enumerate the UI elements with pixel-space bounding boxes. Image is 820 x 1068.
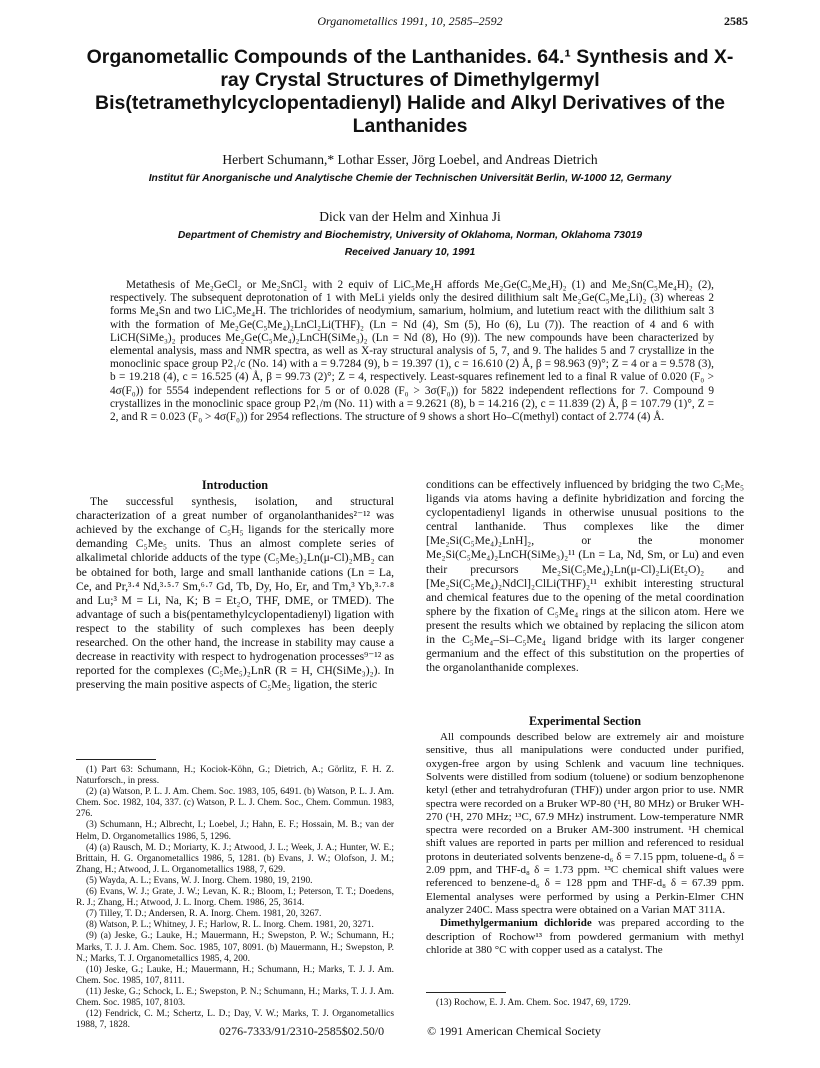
introduction-text: The successful synthesis, isolation, and structural characterization of a great number of organolanthanides²⁻¹² was achieved by the exchange of C₅H₅ ligands for the sterically more demanding C₅Me₅ units. Thus an almost complete series of alkalimetal chloride adducts of the type (C₅Me₅)₂Ln(μ-Cl)₂MB₂ can be obtained for both, large and small lanthanide cations (Ln = La, Ce, and Pr,³·⁴ Nd,³·⁵·⁷ Sm,⁶·⁷ Gd, Tb, Dy, Ho, Er, and Tm,³ Yb,³·⁷·⁸ and Lu;³ M = Li, Na, K; B = Et₂O, THF, DME, or TMED). The advantage of such a bis(pentamethylcyclopentadienyl) ligation with respect to the stability of such complexes has been deeply researched. On the other hand, the increase in stability may cause a decrease in reactivity with respect to hydrogenation processes⁹⁻¹² as reported for the complexes (C₅Me₅)₂LnR (R = H, CH(SiMe₃)₂). In preserving the main positive aspects of C₅Me₅ ligation, the steric [76,495,394,692]
affiliation-2: Department of Chemistry and Biochemistry, University of Oklahoma, Norman, Oklahoma 73019 [177,230,643,241]
reference-item: (2) (a) Watson, P. L. J. Am. Chem. Soc. 1983, 105, 6491. (b) Watson, P. L. J. Am. Chem. Soc. 1982, 104, 337. (c) Watson, P. L. J. Chem. Soc., Chem. Commun. 1983, 276. [76,787,394,820]
reference-item: (6) Evans, W. J.; Grate, J. W.; Levan, K. R.; Bloom, I.; Peterson, T. T.; Doedens, R. J.; Zhang, H.; Atwood, J. L. Inorg. Chem. 1986, 25, 3614. [76,887,394,909]
journal-citation: Organometallics 1991, 10, 2585–2592 [317,14,503,28]
author-list-2: Dick van der Helm and Xinhua Ji [319,209,501,224]
introduction-text-continued: conditions can be effectively influenced by bridging the two C₅Me₅ ligands via atoms having a definite hybridization and forcing the cyclopentadienyl ligands in otherwise unusual positions to the central lanthanide. Thus complexes like the dimer [Me₂Si(C₅Me₄)₂LnH]₂, or the monomer Me₂Si(C₅Me₄)₂LnCH(SiMe₃)₂¹¹ (Ln = La, Nd, Sm, or Lu) and even their precursors Me₂Si(C₅Me₄)₂Ln(μ-Cl)₂Li(Et₂O)₂ and [Me₂Si(C₅Me₄)₂NdCl]₂ClLi(THF)₂¹¹ exhibit interesting structural and chemical features due to the opening of the metal coordination sphere by the fixation of C₅Me₄ rings at the silicon atom. Here we present the results which we obtained by replacing the silicon atom in the C₅Me₄–Si–C₅Me₄ ligand bridge with its larger congener germanium and the effect of this substitution on the properties of the organolanthanide complexes. [426,478,744,675]
reference-item: (10) Jeske, G.; Lauke, H.; Mauermann, H.; Schumann, H.; Marks, T. J. J. Am. Chem. Soc. 1985, 107, 8111. [76,964,394,986]
reference-item: (12) Fendrick, C. M.; Schertz, L. D.; Day, V. W.; Marks, T. J. Organometallics 1988, 7, 1828. [76,1009,394,1031]
introduction-heading: Introduction [201,478,269,492]
experimental-paragraph-2-text: was prepared according to the description of Rochow¹³ from powdered germanium with methyl chloride at 380 °C with copper used as a catalyst. The [426,917,744,956]
reference-item: (4) (a) Rausch, M. D.; Moriarty, K. J.; Atwood, J. L.; Week, J. A.; Hunter, W. E.; Brittain, H. G. Organometallics 1986, 5, 1281. (b) Evans, J. W.; Olofson, J. M.; Zhang, H.; Atwood, J. L. Organometallics 1988, 7, 629. [76,842,394,875]
received-date: Received January 10, 1991 [344,247,476,258]
page-footer [0,1024,820,1039]
experimental-section [426,714,744,957]
experimental-paragraph-2 [426,917,744,957]
abstract-text: Metathesis of Me₂GeCl₂ or Me₂SnCl₂ with 2 equiv of LiC₅Me₄H affords Me₂Ge(C₅Me₄H)₂ (1) and Me₂Sn(C₅Me₄H)₂ (2), respectively. The subsequent deprotonation of 1 with MeLi yields only the desired dilithium salt Me₂Ge(C₅Me₄Li)₂ (3) whereas 2 forms Me₄Sn and two LiC₅Me₄H. The trichlorides of neodymium, samarium, holmium, and lutetium react with the dilithium salt 3 with the formation of Me₂Ge(C₅Me₄)₂LnCl₂Li(THF)₂ (Ln = Nd (4), Sm (5), Ho (6), Lu (7)). The reaction of 4 and 6 with LiCH(SiMe₃)₂ produces Me₂Ge(C₅Me₄)₂LnCH(SiMe₃)₂ (Ln = Nd (8), Ho (9)). The new compounds have been characterized by elemental analysis, mass and NMR spectra, as well as X-ray structural analysis of 5, 7, and 9. The halides 5 and 7 crystallize in the monoclinic space group P2₁/c (No. 14) with a = 9.7284 (9), b = 19.397 (1), c = 16.610 (2) Å, β = 98.963 (9)°; Z = 4 or a = 9.578 (3), b = 19.218 (4), c = 16.525 (4) Å, β = 99.73 (2)°; Z = 4, respectively. Least-squares refinement led to a final R value of 0.020 (F₀ > 4σ(F₀)) for 5554 independent reflections for 5 or of 0.028 (F₀ > 3σ(F₀)) for 5822 independent reflections for 7. Compound 9 crystallizes in the monoclinic space group P2₁/m (No. 11) with a = 9.2621 (8), b = 14.216 (2), c = 11.839 (2) Å, β = 107.79 (1)°, Z = 2, and R = 0.023 (F₀ > 4σ(F₀)) for 2954 reflections. The structure of 9 shows a short Ho–C(methyl) contact of 2.774 (4) Å. [110,279,714,424]
article-title: Organometallic Compounds of the Lanthanides. 64.¹ Synthesis and X-ray Crystal Structures of Dimethylgermyl Bis(tetramethylcyclopentadienyl) Halide and Alkyl Derivatives of the Lanthanides [86,46,734,137]
footnote-divider-right [426,992,506,993]
reference-item: (3) Schumann, H.; Albrecht, I.; Loebel, J.; Hahn, E. F.; Hossain, M. B.; van der Helm, D. Organometallics 1986, 5, 1296. [76,820,394,842]
introduction-continued [426,478,744,675]
reference-item: (5) Wayda, A. L.; Evans, W. J. Inorg. Chem. 1980, 19, 2190. [86,875,313,886]
introduction-section [76,478,394,692]
footnote-divider [76,759,156,760]
affiliation-1: Institut für Anorganische und Analytische Chemie der Technischen Universität Berlin, W-1000 12, Germany [148,173,672,184]
footnote-13: (13) Rochow, E. J. Am. Chem. Soc. 1947, 69, 1729. [436,998,631,1008]
reference-item: (1) Part 63: Schumann, H.; Kociok-Köhn, G.; Dietrich, A.; Görlitz, F. H. Z. Naturforsch., in press. [76,765,394,787]
article-code: 0276-7333/91/2310-2585$02.50/0 [219,1024,385,1038]
author-list-1: Herbert Schumann,* Lothar Esser, Jörg Loebel, and Andreas Dietrich [222,152,598,167]
copyright: © 1991 American Chemical Society [427,1024,601,1038]
experimental-heading: Experimental Section [528,714,642,728]
reference-item: (11) Jeske, G.; Schock, L. E.; Swepston, P. N.; Schumann, H.; Marks, T. J. J. Am. Chem. Soc. 1985, 107, 8103. [76,986,394,1008]
reference-list [76,765,394,1031]
page-number: 2585 [724,14,748,28]
abstract [110,279,714,424]
reference-item: (8) Watson, P. L.; Whitney, J. F.; Harlow, R. L. Inorg. Chem. 1981, 20, 3271. [86,920,374,931]
compound-name: Dimethylgermanium dichloride [440,917,592,930]
reference-item: (7) Tilley, T. D.; Andersen, R. A. Inorg. Chem. 1981, 20, 3267. [86,909,322,920]
experimental-text: All compounds described below are extremely air and moisture sensitive, thus all manipulations were conducted under purified, oxygen-free argon by using Schlenk and vacuum line techniques. Solvents were distilled from sodium (toluene) or sodium benzophenone ketyl (ether and tetrahydrofuran (THF)) under argon prior to use. NMR spectra were recorded on a Bruker WP-80 (¹H, 80 MHz) or Bruker WH-270 (¹H, 270 MHz; ¹³C, 67.9 MHz) instrument. Low-temperature NMR spectra were recorded on a Bruker AM-300 instrument. ¹H chemical shift values are reported in parts per million and referenced to residual protons in deuteriated solvents benzene-d₆ δ = 7.15 ppm, toluene-d₈ δ = 2.09 ppm, and THF-d₈ δ = 1.73 ppm. ¹³C chemical shift values were referenced to benzene-d₆ δ = 128 ppm and THF-d₈ δ = 67.39 ppm. Elemental analyses were performed by using a Perkin-Elmer CHN analyzer 240C. Mass spectra were obtained on a Varian MAT 311A. [426,731,744,916]
reference-item: (9) (a) Jeske, G.; Lauke, H.; Mauermann, H.; Swepston, P. W.; Schumann, H.; Marks, T. J. J. Am. Chem. Soc. 1985, 107, 8091. (b) Mauermann, H.; Swepston, P. N.; Marks, T. J. Organometallics 1985, 4, 200. [76,931,394,964]
